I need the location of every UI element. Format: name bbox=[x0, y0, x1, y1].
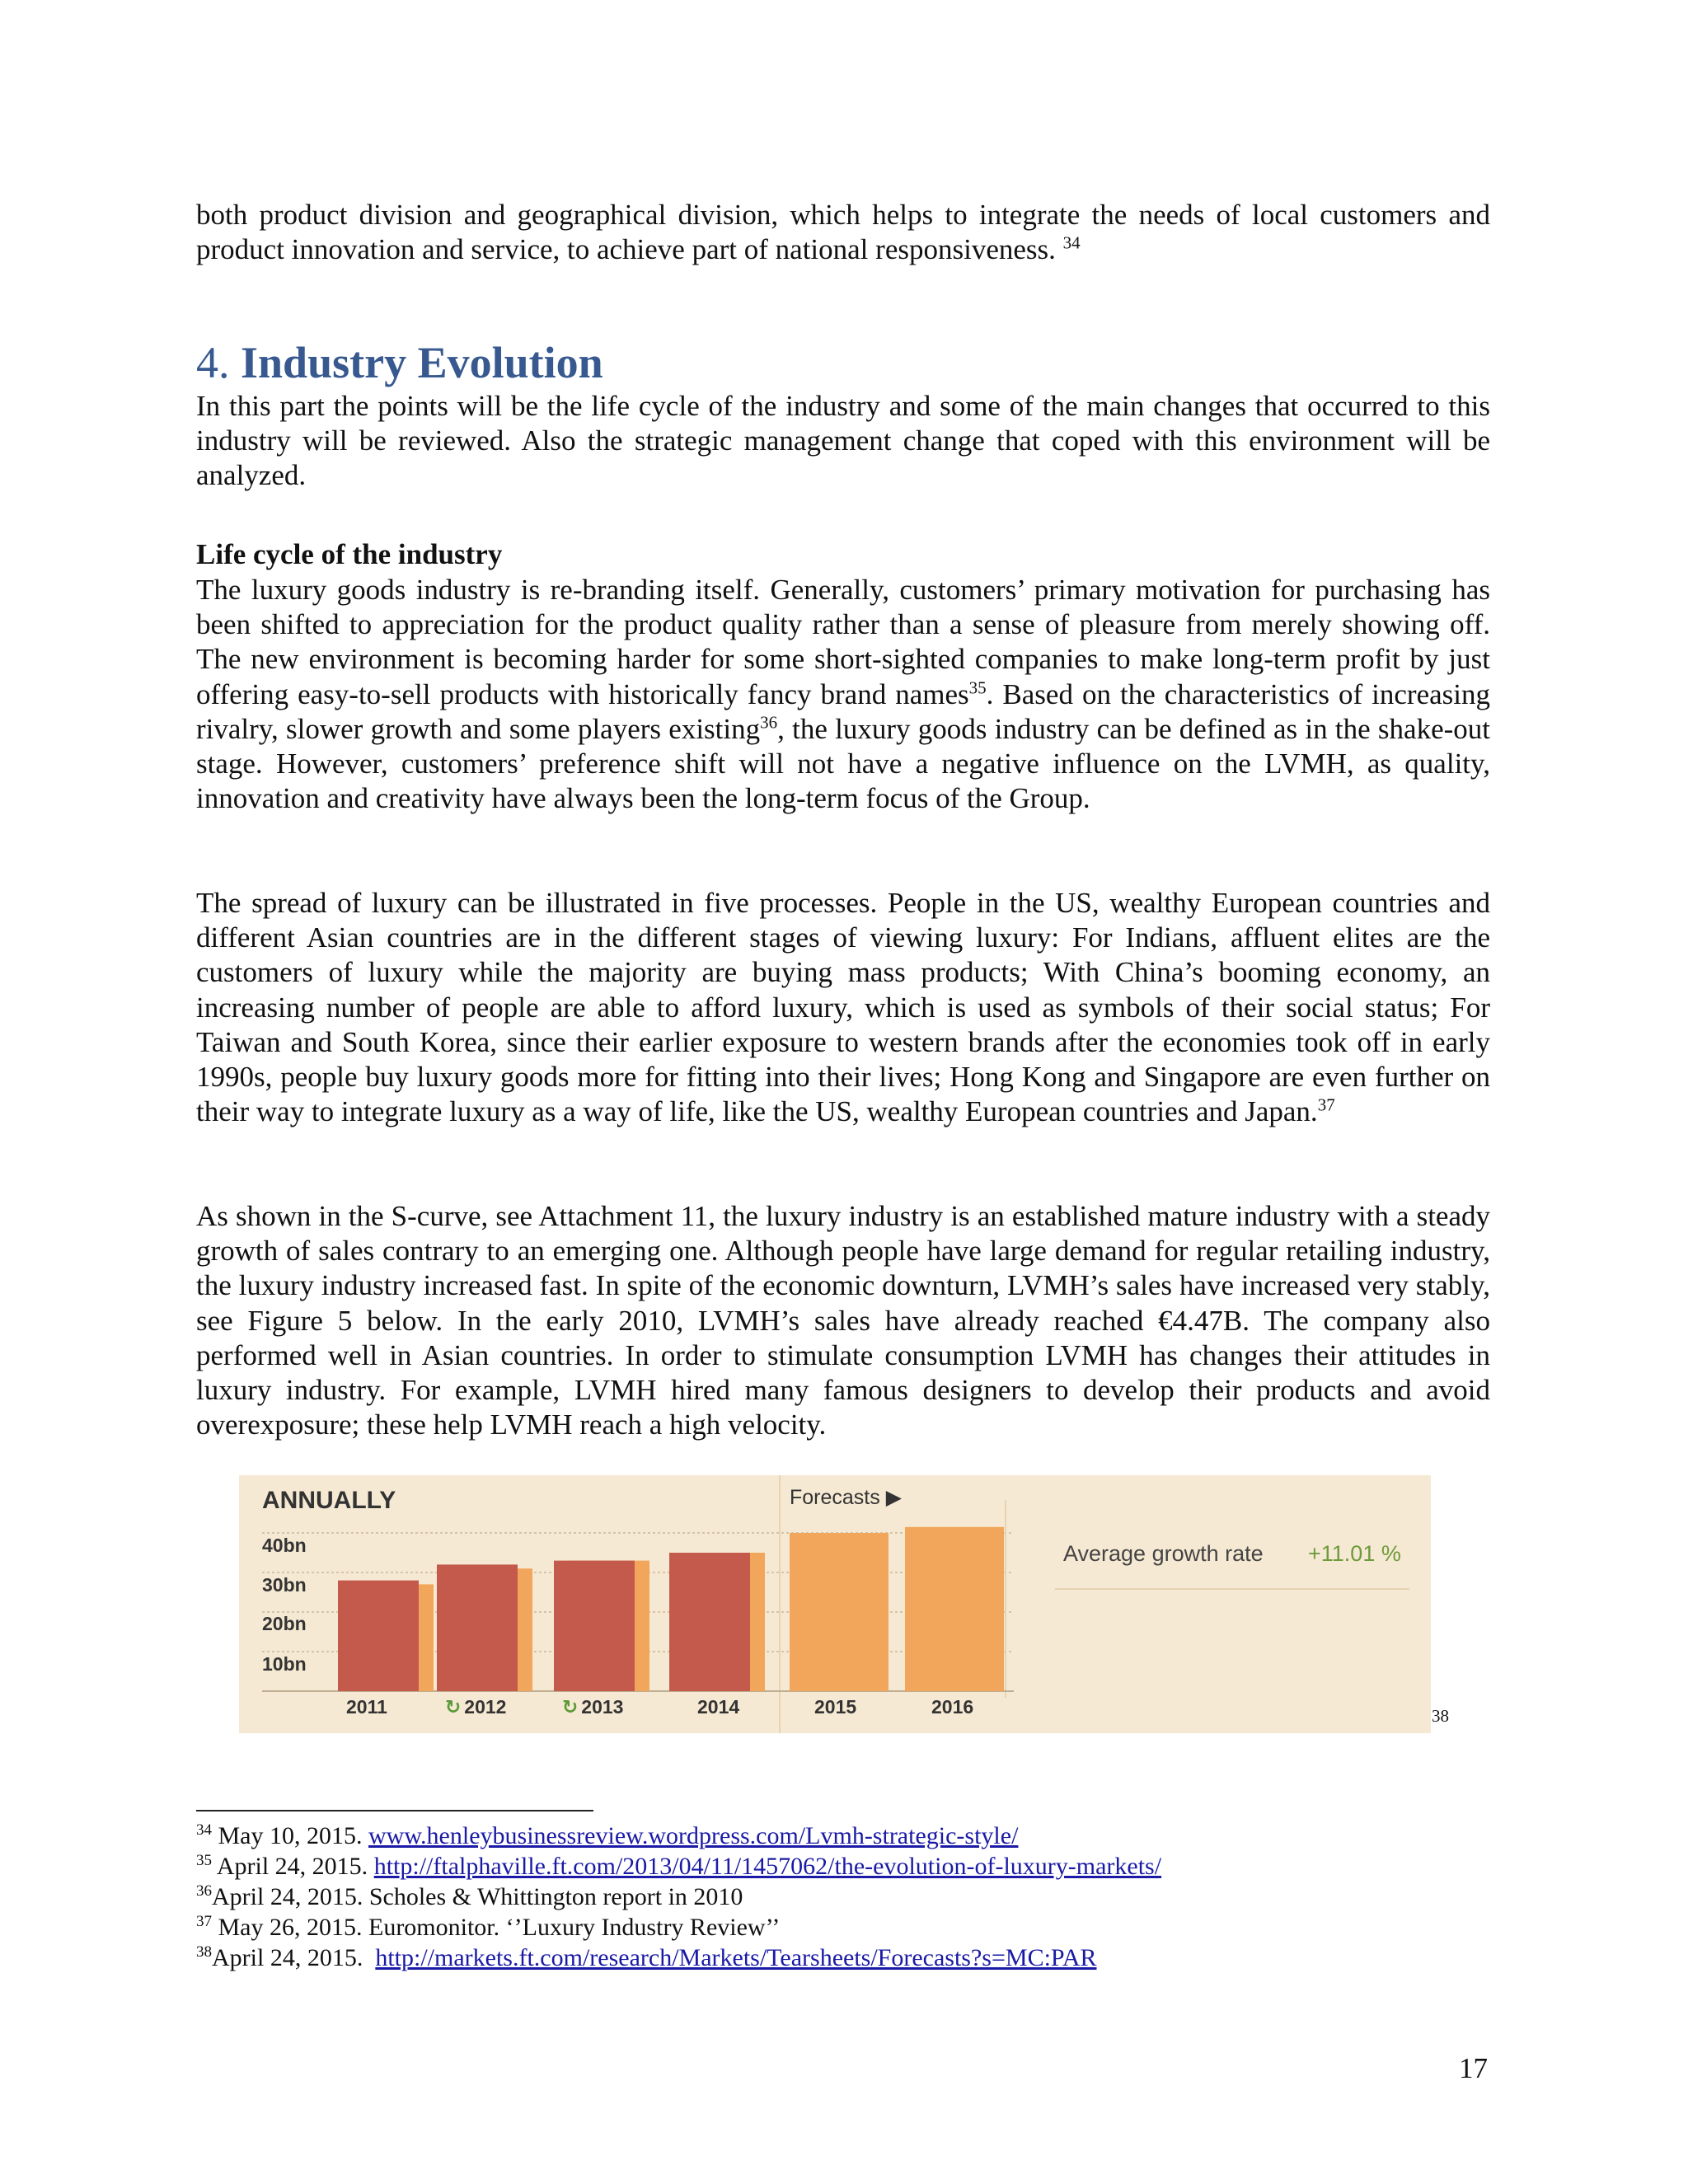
footnote-35: $^{35}$ April 24, 2015. http://ftalphaville.ft.com/2013/04/11/1457062/the-evolution-of-luxury-markets/ bbox=[196, 1852, 1162, 1880]
intro-paragraph: both product division and geographical division, which helps to integrate the needs of local customers and product innovation and service, to achieve part of national responsiveness. $^{34}$ bbox=[196, 199, 1490, 266]
trend-up-icon: ↻ bbox=[562, 1696, 579, 1718]
footnote-ref-36[interactable]: 36 bbox=[760, 712, 778, 733]
section-intro-paragraph: In this part the points will be the life cycle of the industry and some of the main changes that occurred to this industry will be reviewed. Also the strategic management change that coped with this environment will be analyzed. bbox=[196, 390, 1490, 492]
actual-bar bbox=[338, 1581, 419, 1691]
x-category-label: 2011 bbox=[346, 1696, 387, 1718]
x-category-label: ↻ 2012 bbox=[445, 1696, 507, 1718]
y-tick-label: 20bn bbox=[262, 1613, 307, 1634]
x-category-label: 2015 bbox=[814, 1696, 857, 1718]
section-title: Industry Evolution bbox=[241, 338, 603, 387]
footnote-37: $^{37}$ May 26, 2015. Euromonitor. ‘’Luxury Industry Review’’ bbox=[196, 1913, 781, 1941]
chart-footnote-ref[interactable]: 38 bbox=[1432, 1706, 1449, 1726]
footnote-36: $^{36}$April 24, 2015. Scholes & Whittington report in 2010 bbox=[196, 1882, 743, 1910]
x-category-label: 2014 bbox=[697, 1696, 740, 1718]
y-tick-label: 10bn bbox=[262, 1653, 307, 1675]
footnote-link[interactable]: http://markets.ft.com/research/Markets/Tearsheets/Forecasts?s=MC:PAR bbox=[375, 1944, 1097, 1971]
s-curve-paragraph: As shown in the S-curve, see Attachment 11, the luxury industry is an established mature industry with a steady growth of sales contrary to an emerging one. Although people have large demand for regular retailing industry, the luxury industry increased fast. In spite of the economic downturn, LVMH’s sales have increased very stably, see Figure 5 below. In the early 2010, LVMH’s sales have already reached €4.47B. The company also performed well in Asian countries. In order to stimulate consumption LVMH has changes their attitudes in luxury industry. For example, LVMH hired many famous designers to develop their products and avoid overexposure; these help LVMH reach a high velocity. bbox=[196, 1200, 1490, 1441]
section-number: 4. bbox=[196, 338, 230, 387]
actual-bar bbox=[669, 1553, 750, 1691]
footnote-34: $^{34}$ May 10, 2015. www.henleybusinessreview.wordpress.com/Lvmh-strategic-style/ bbox=[196, 1821, 1019, 1849]
actual-bar bbox=[437, 1564, 518, 1691]
sales-forecast-chart bbox=[239, 1475, 1431, 1733]
average-growth-label: Average growth rate bbox=[1063, 1541, 1264, 1566]
section-heading bbox=[196, 338, 603, 387]
forecast-bar bbox=[905, 1527, 1004, 1691]
footnote-link[interactable]: http://ftalphaville.ft.com/2013/04/11/1457062/the-evolution-of-luxury-markets/ bbox=[373, 1853, 1162, 1880]
footnote-38: $^{38}$April 24, 2015. http://markets.ft.com/research/Markets/Tearsheets/Forecasts?s=MC:PAR bbox=[196, 1943, 1097, 1971]
footnote-ref-35[interactable]: 35 bbox=[968, 677, 987, 697]
footnote-ref-34[interactable]: 34 bbox=[1062, 232, 1081, 253]
page-number: 17 bbox=[1459, 2052, 1488, 2084]
y-tick-label: 30bn bbox=[262, 1574, 307, 1596]
life-cycle-paragraph: The luxury goods industry is re-branding itself. Generally, customers’ primary motivation for purchasing has been shifted to appreciation for the product quality rather than a sense of pleasure from merely showing off. The new environment is becoming harder for some short-sighted companies to make long-term profit by just offering easy-to-sell products with historically fancy brand names$^{35}$. Based on the characteristics of increasing rivalry, slower growth and some players existing$^{36}$, the luxury goods industry can be defined as in the shake-out stage. However, customers’ preference shift will not have a negative influence on the LVMH, as quality, innovation and creativity have always been the long-term focus of the Group. bbox=[196, 574, 1490, 815]
footnote-link[interactable]: www.henleybusinessreview.wordpress.com/Lvmh-strategic-style/ bbox=[368, 1822, 1019, 1849]
footnote-ref-37[interactable]: 37 bbox=[1317, 1094, 1335, 1115]
chart-canvas bbox=[239, 1475, 1431, 1733]
x-category-label: ↻ 2013 bbox=[562, 1696, 624, 1718]
forecasts-link[interactable]: Forecasts ▶ bbox=[790, 1486, 902, 1509]
forecast-bar bbox=[790, 1533, 889, 1691]
actual-bar bbox=[554, 1561, 635, 1691]
luxury-spread-paragraph: The spread of luxury can be illustrated in five processes. People in the US, wealthy European countries and different Asian countries are in the different stages of viewing luxury: For Indians, affluent elites are the customers of luxury while the majority are buying mass products; With China’s booming economy, an increasing number of people are able to afford luxury, which is used as symbols of their social status; For Taiwan and South Korea, since their earlier exposure to western brands after the economies took off in early 1990s, people buy luxury goods more for fitting into their lives; Hong Kong and Singapore are even further on their way to integrate luxury as a way of life, like the US, wealthy European countries and Japan.$^{37}$ bbox=[196, 887, 1490, 1128]
chart-title: ANNUALLY bbox=[262, 1487, 396, 1514]
average-growth-value: +11.01 % bbox=[1308, 1541, 1401, 1566]
footnote-separator bbox=[196, 1810, 593, 1811]
subsection-title: Life cycle of the industry bbox=[196, 538, 503, 570]
x-category-label: 2016 bbox=[931, 1696, 974, 1718]
trend-up-icon: ↻ bbox=[445, 1696, 462, 1718]
y-tick-label: 40bn bbox=[262, 1535, 307, 1556]
